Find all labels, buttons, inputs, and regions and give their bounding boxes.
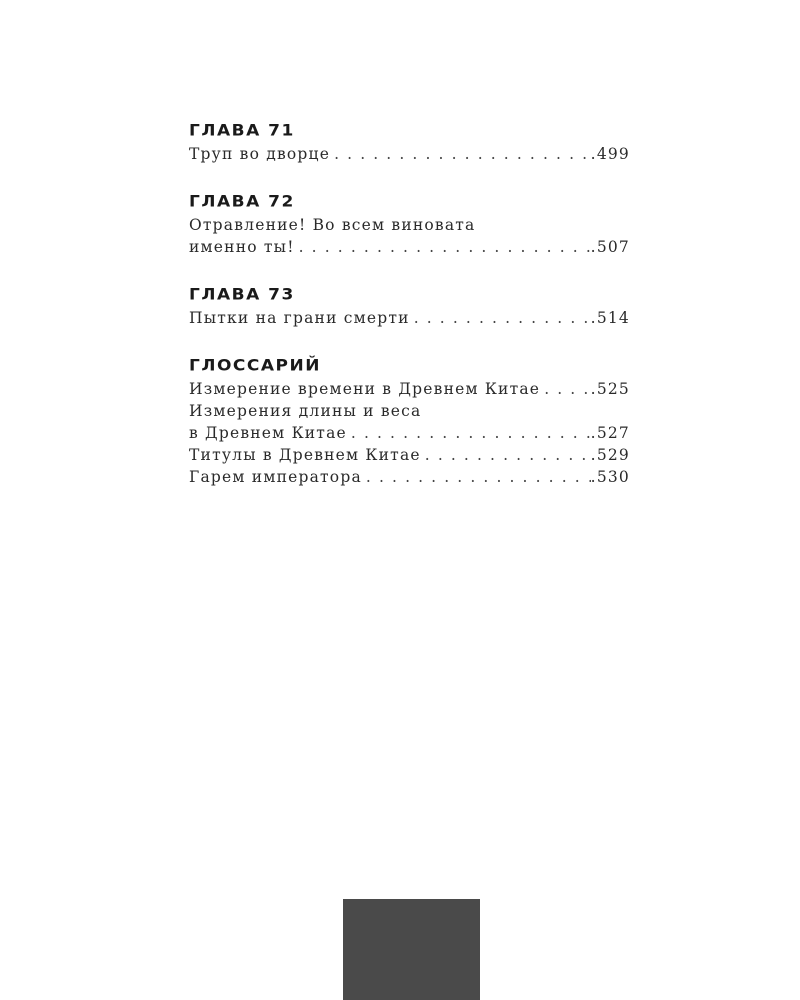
entry-line — [189, 444, 630, 466]
entry-title: в Древнем Китае — [189, 424, 347, 442]
page-number: . 499 — [591, 143, 630, 165]
section-heading: ГЛОССАРИЙ — [189, 356, 321, 376]
dot-leader — [334, 143, 591, 165]
entry-title: именно ты! — [189, 238, 295, 256]
dot-leader — [351, 422, 591, 444]
entry-line — [189, 466, 630, 488]
entry-title: Измерение времени в Древнем Китае — [189, 380, 541, 398]
toc-entry[interactable] — [189, 444, 630, 466]
page-number: . 529 — [591, 444, 630, 466]
entry-line — [189, 422, 630, 444]
dot-leader — [366, 466, 591, 488]
section-heading: ГЛАВА 71 — [189, 121, 295, 141]
toc-section-chapter-72 — [189, 192, 630, 258]
section-heading: ГЛАВА 73 — [189, 285, 295, 305]
entry-title: Труп во дворце — [189, 145, 331, 163]
dot-leader — [414, 307, 591, 329]
toc-section-chapter-71 — [189, 121, 630, 165]
page-number: . 507 — [591, 236, 630, 258]
dot-leader — [425, 444, 591, 466]
entry-line — [189, 236, 630, 258]
toc-entry[interactable] — [189, 378, 630, 400]
dot-leader — [544, 378, 590, 400]
page-number: . 527 — [591, 422, 630, 444]
page-number: . 514 — [591, 307, 630, 329]
toc-section-chapter-73 — [189, 285, 630, 329]
entry-title: Гарем императора — [189, 468, 362, 486]
entry-title-line: Измерения длины и веса — [189, 402, 422, 420]
section-heading: ГЛАВА 72 — [189, 192, 295, 212]
page-number: . 530 — [591, 466, 630, 488]
toc-entry[interactable] — [189, 466, 630, 488]
table-of-contents — [189, 121, 630, 515]
entry-line — [189, 143, 630, 165]
page-number: . 525 — [591, 378, 630, 400]
dot-leader — [299, 236, 591, 258]
entry-title: Титулы в Древнем Китае — [189, 446, 421, 464]
toc-entry[interactable] — [189, 307, 630, 329]
toc-entry[interactable] — [189, 143, 630, 165]
toc-entry[interactable] — [189, 400, 630, 444]
entry-line — [189, 307, 630, 329]
entry-title: Пытки на грани смерти — [189, 309, 410, 327]
toc-entry[interactable] — [189, 214, 630, 258]
entry-line — [189, 378, 630, 400]
entry-title-line: Отравление! Во всем виновата — [189, 216, 476, 234]
footer-gray-block — [343, 899, 480, 1000]
toc-section-glossary — [189, 356, 630, 488]
